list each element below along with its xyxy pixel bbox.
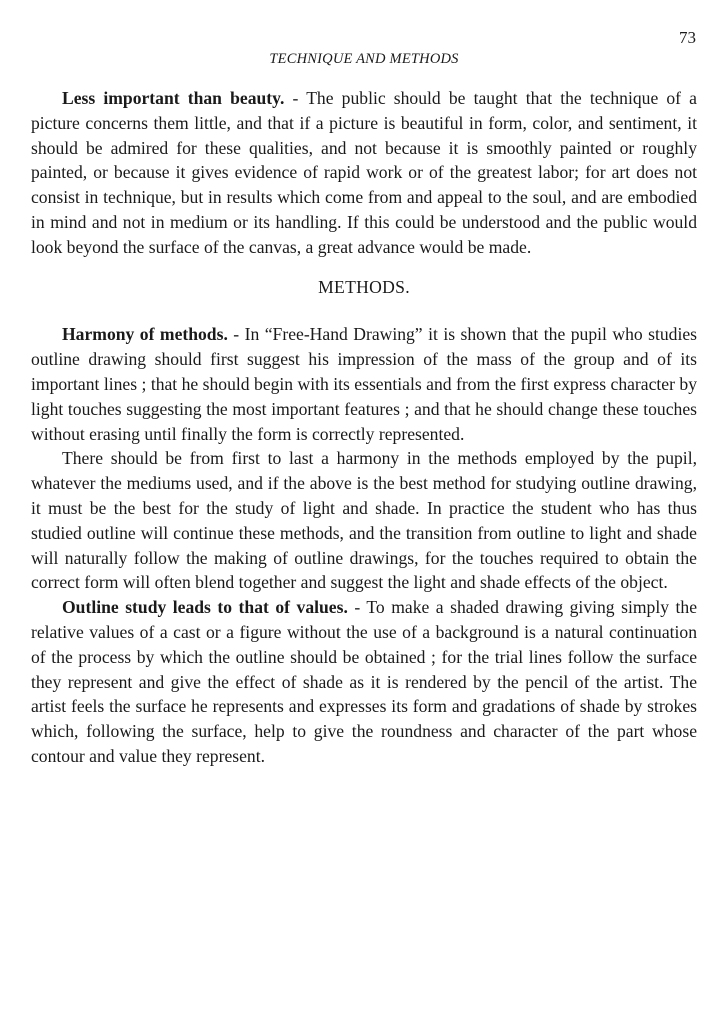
paragraph-text: - The public should be taught that the technique of a picture concerns them little, and that if a picture is beautiful in form, color, and sentiment, it should be admired for these qualities, and not because it is smoothly painted or roughly painted, or because it gives evidence of rapid work or of the greatest labor; for art does not consist in technique, but in results which come from and appeal to the soul, and are embodied in mind and not in medium or its handling. If this could be understood and the public would look beyond the surface of the canvas, a great advance would be made.	[31, 88, 697, 257]
paragraph-lead: Outline study leads to that of values.	[62, 597, 348, 618]
paragraph-lead: Harmony of methods.	[62, 324, 228, 345]
paragraph-text: - To make a shaded drawing giving simply the relative values of a cast or a figure without the use of a background is a natural continuation of the process by which the outline should be obtained ; for the trial lines follow the surface they represent and give the effect of shade as it is rendered by the pencil of the artist. The artist feels the surface he represents and expresses its form and gradations of shade by strokes which, following the surface, help to give the roundness and character of the part whose contour and value they represent.	[31, 597, 697, 766]
body-text	[31, 86, 697, 769]
paragraph-harmony-continued	[31, 446, 697, 595]
paragraph-outline-study	[31, 595, 697, 769]
page-number: 73	[679, 28, 696, 47]
paragraph-less-important	[31, 86, 697, 260]
paragraph-lead: Less important than beauty.	[62, 88, 285, 108]
paragraph-harmony-of-methods	[31, 322, 697, 446]
paragraph-text: There should be from first to last a harmony in the methods employed by the pupil, whatever the mediums used, and if the above is the best method for studying outline drawing, it must be the best for the study of light and shade. In practice the student who has thus studied outline will continue these methods, and the transition from outline to light and shade will naturally follow the making of outline drawings, for the touches required to obtain the correct form will often blend together and suggest the light and shade effects of the object.	[31, 448, 697, 593]
section-heading: METHODS.	[318, 276, 410, 297]
paragraph-text: - In “Free-Hand Drawing” it is shown that the pupil who studies outline drawing should first suggest his impression of the mass of the group and of its important lines ; that he should begin with its essentials and from the first express character by light touches suggesting the most important features ; and that he should change these touches without erasing until finally the form is correctly represented.	[31, 324, 697, 444]
running-head: TECHNIQUE AND METHODS	[269, 51, 459, 67]
